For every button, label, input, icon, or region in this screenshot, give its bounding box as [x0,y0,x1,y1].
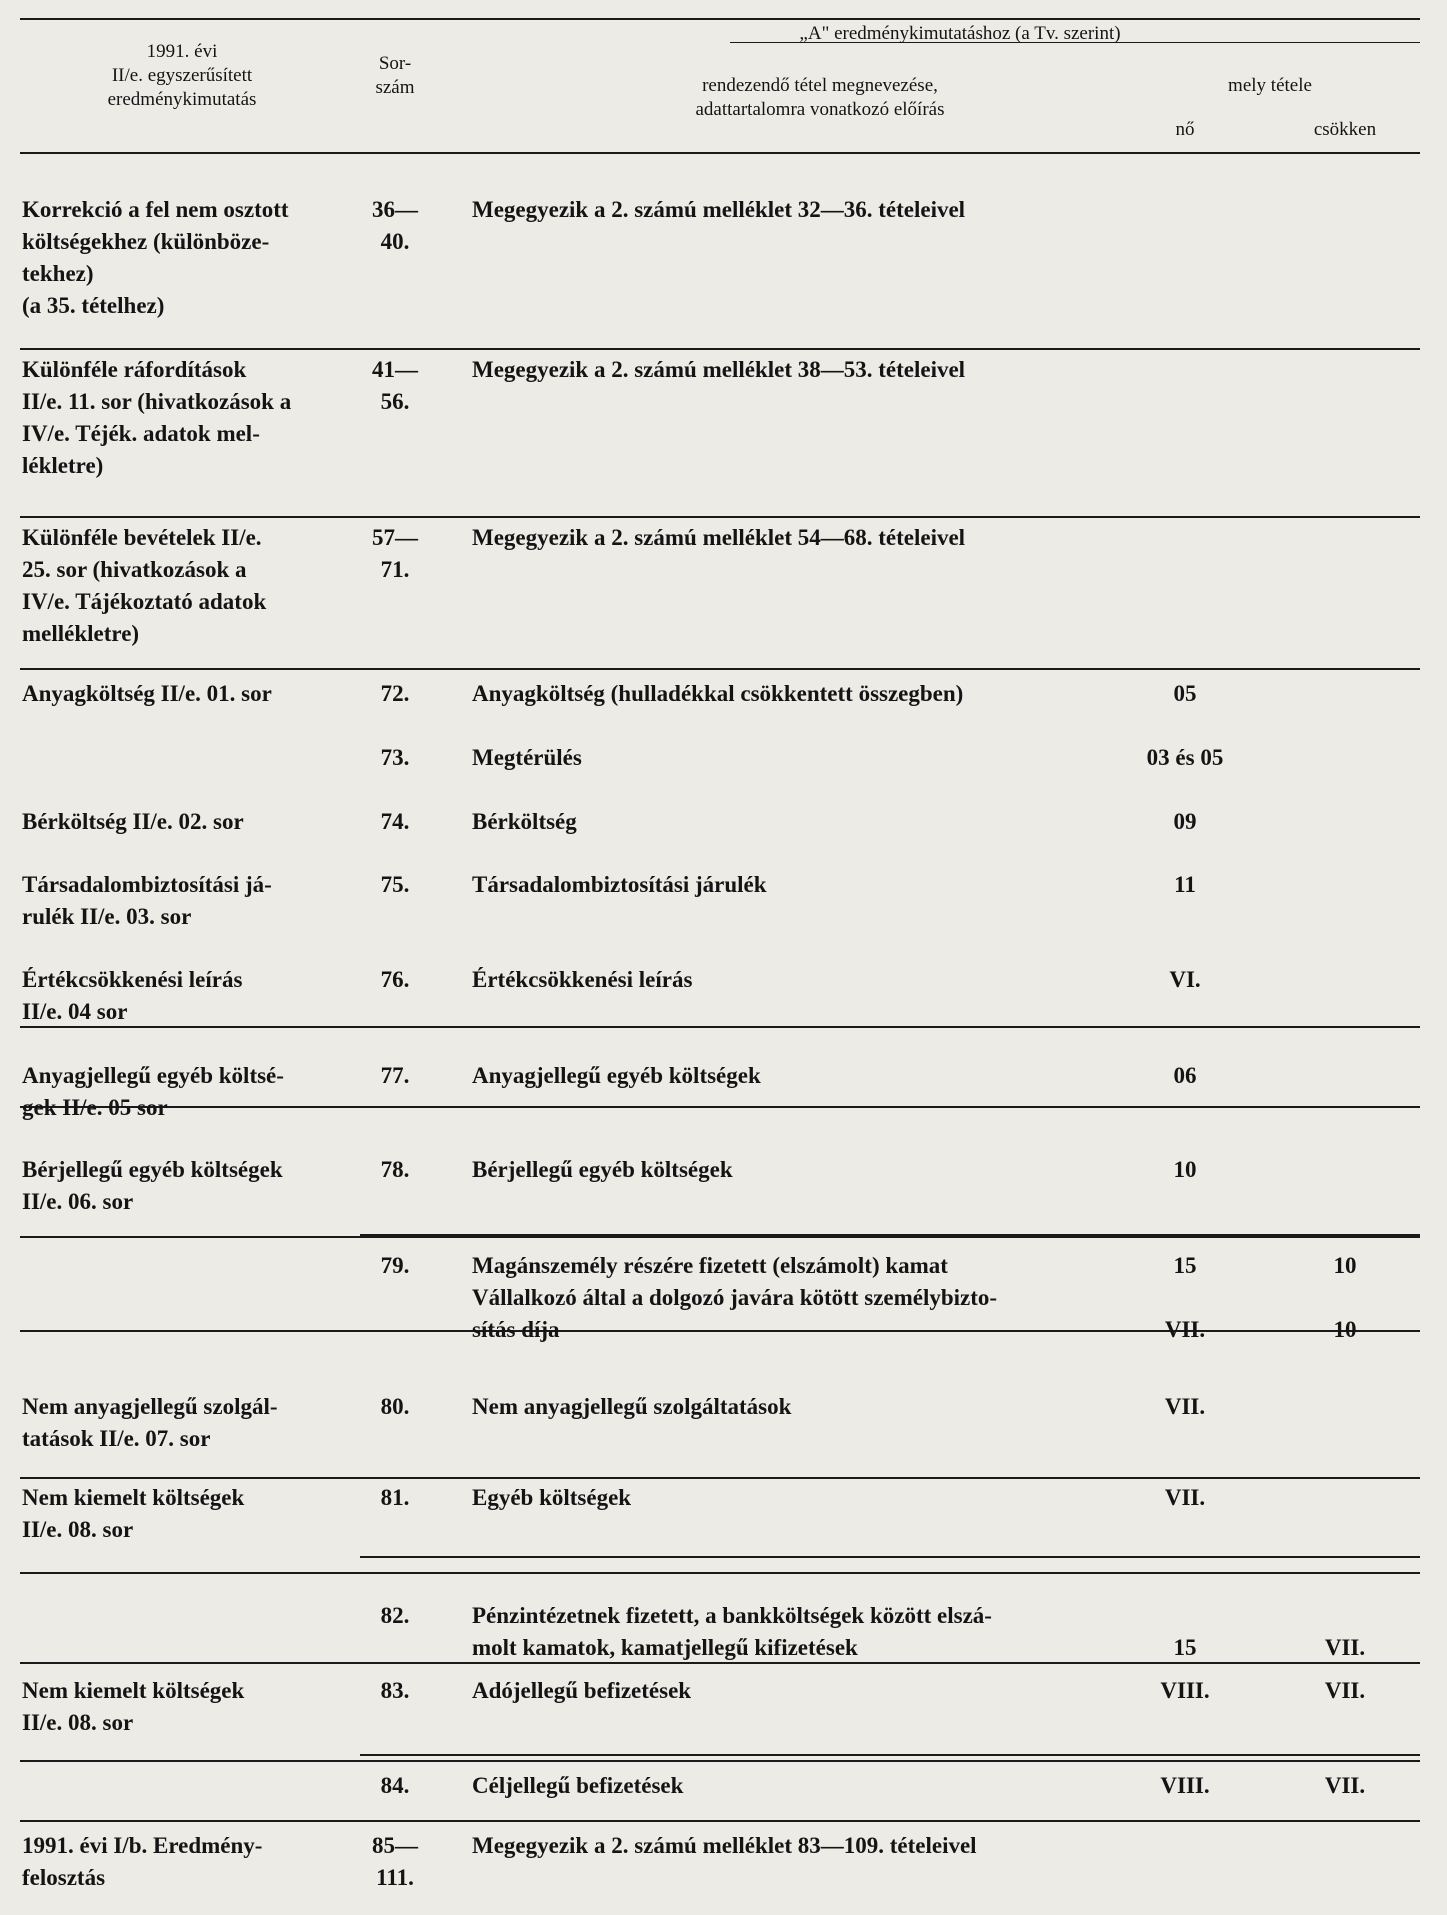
row-no-value [1130,1154,1240,1186]
row-sorszam-line: 111. [376,1865,414,1890]
row-left-label [22,194,342,322]
row-description-line: Pénzintézetnek fizetett, a bankköltségek között elszá- [472,1603,992,1628]
row-left-label [22,964,342,1028]
row-left-label-line: 1991. évi I/b. Eredmény- [22,1833,263,1858]
header-col3-line: rendezendő tétel megnevezése, [702,75,938,96]
row-no-value-line: VII. [1164,1317,1206,1342]
row-left-label [22,1830,342,1894]
row-description-line: Egyéb költségek [472,1485,632,1510]
row-description [472,522,1112,554]
row-sorszam [350,742,440,774]
row-sorszam-line: 82. [380,1603,410,1628]
row-left-label-line: Különféle bevételek II/e. [22,525,262,550]
row-no-value [1130,1770,1240,1802]
row-no-value [1130,678,1240,710]
row-left-label-line: Nem anyagjellegű szolgál- [22,1394,278,1419]
row-description [472,1391,1112,1423]
row-sorszam-line: 40. [380,229,410,254]
header-bottom-rule [20,152,1420,154]
row-description [472,1830,1112,1862]
row-left-label-line: felosztás [22,1865,106,1890]
row-sorszam [350,1391,440,1423]
row-sorszam-line: 79. [380,1253,410,1278]
row-description-line: sítás díja [472,1317,560,1342]
row-separator [20,348,1420,350]
row-separator [20,1820,1420,1822]
row-description-line: Bérköltség [472,809,577,834]
row-sorszam [350,194,440,258]
row-description [472,1482,1112,1514]
row-sorszam-line: 57— [372,525,418,550]
header-col1-line: eredménykimutatás [107,89,257,110]
row-description-line: Társadalombiztosítási járulék [472,872,767,897]
header-col3-sub [560,74,1080,122]
row-left-label-line: tekhez) [22,261,94,286]
row-sorszam [350,869,440,901]
row-no-value-line: 15 [1173,1635,1197,1660]
row-description [472,1060,1112,1092]
row-left-label-line: II/e. 04 sor [22,999,128,1024]
row-no-value [1130,1391,1240,1423]
row-left-label-line: Korrekció a fel nem osztott [22,197,289,222]
row-sorszam [350,1770,440,1802]
row-left-label [22,1675,342,1739]
row-separator [20,1236,1420,1238]
row-sorszam [350,1250,440,1282]
row-description-line: Értékcsökkenési leírás [472,967,693,992]
row-separator-partial [360,1556,1420,1558]
row-sorszam-line: 80. [380,1394,410,1419]
row-no-value-line: 10 [1173,1157,1197,1182]
row-no-value-line: 11 [1174,872,1196,897]
row-description [472,1600,1112,1664]
row-sorszam-line: 36— [372,197,418,222]
row-left-label-line: mellékletre) [22,621,140,646]
row-csokken-value [1290,1250,1400,1346]
row-no-value-line: 09 [1173,809,1197,834]
top-rule [20,18,1420,20]
row-description-line: Anyagjellegű egyéb költségek [472,1063,761,1088]
row-left-label-line: Értékcsökkenési leírás [22,967,243,992]
row-csokken-value-line [1290,1282,1400,1314]
row-left-label-line: gek II/e. 05 sor [22,1095,168,1120]
row-no-value-line: VIII. [1160,1773,1210,1798]
row-description [472,354,1112,386]
row-no-value [1130,964,1240,996]
row-description-line: Megegyezik a 2. számú melléklet 54—68. tételeivel [472,525,966,550]
row-no-value-line: VII. [1164,1394,1206,1419]
row-left-label-line: Nem kiemelt költségek [22,1678,245,1703]
header-col1 [22,40,342,112]
row-left-label-line: Különféle ráfordítások [22,357,247,382]
row-csokken-value-line [1290,1600,1400,1632]
row-sorszam-line: 76. [380,967,410,992]
row-sorszam [350,964,440,996]
row-csokken-value-line: 10 [1333,1253,1357,1278]
header-col3-line: adattartalomra vonatkozó előírás [695,99,945,120]
row-separator-partial [360,1234,1420,1236]
row-csokken-value [1290,1770,1400,1802]
row-csokken-value [1290,1675,1400,1707]
row-left-label [22,354,342,482]
row-sorszam-line: 73. [380,745,410,770]
row-no-value [1130,742,1240,774]
row-description-line: Megegyezik a 2. számú melléklet 38—53. tételeivel [472,357,966,382]
row-no-value [1130,1250,1240,1346]
row-left-label [22,1060,342,1124]
row-sorszam-line: 77. [380,1063,410,1088]
row-description-line: Magánszemély részére fizetett (elszámolt) kamat [472,1253,948,1278]
row-description-line: Vállalkozó által a dolgozó javára kötött személybizto- [472,1285,998,1310]
row-no-value-line: 05 [1173,681,1197,706]
row-left-label [22,869,342,933]
header-col1-line: II/e. egyszerűsített [111,65,253,86]
row-sorszam [350,1830,440,1894]
row-separator [20,1760,1420,1762]
row-description-line: Céljellegű befizetések [472,1773,684,1798]
row-separator [20,516,1420,518]
row-csokken-value-line: VII. [1324,1635,1366,1660]
row-description-line: Bérjellegű egyéb költségek [472,1157,733,1182]
row-sorszam-line: 71. [380,557,410,582]
header-col3-top: „A" eredménykimutatáshoz (a Tv. szerint) [799,23,1121,44]
row-left-label [22,806,342,838]
row-no-value [1130,1675,1240,1707]
row-sorszam [350,1675,440,1707]
row-separator [20,1477,1420,1479]
row-sorszam-line: 74. [380,809,410,834]
row-left-label-line: lékletre) [22,453,104,478]
row-description [472,1154,1112,1186]
row-no-value-line: VIII. [1160,1678,1210,1703]
row-description-line: Megtérülés [472,745,582,770]
row-left-label-line: II/e. 11. sor (hivatkozások a [22,389,292,414]
row-left-label-line: II/e. 08. sor [22,1710,134,1735]
row-csokken-value-line: VII. [1324,1678,1366,1703]
row-left-label-line: Nem kiemelt költségek [22,1485,245,1510]
row-left-label-line: 25. sor (hivatkozások a [22,557,247,582]
row-no-value [1130,1482,1240,1514]
row-left-label [22,1154,342,1218]
row-description [472,678,1112,710]
row-sorszam [350,522,440,586]
header-col4-no: nő [1175,119,1195,140]
row-left-label [22,1482,342,1546]
row-description [472,869,1112,901]
row-sorszam [350,678,440,710]
header-col1-line: 1991. évi [146,41,218,62]
row-left-label-line: költségekhez (különböze- [22,229,270,254]
row-sorszam-line: 85— [372,1833,418,1858]
row-no-value [1130,869,1240,901]
row-no-value-line: 15 [1173,1253,1197,1278]
row-sorszam [350,806,440,838]
row-separator [20,668,1420,670]
row-sorszam [350,1482,440,1514]
row-sorszam-line: 84. [380,1773,410,1798]
row-description [472,194,1112,226]
row-description-line: Anyagköltség (hulladékkal csökkentett összegben) [472,681,964,706]
row-left-label-line: (a 35. tételhez) [22,293,165,318]
row-left-label-line: rulék II/e. 03. sor [22,904,192,929]
row-description-line: Adójellegű befizetések [472,1678,692,1703]
row-no-value-line [1130,1282,1240,1314]
row-left-label-line: II/e. 06. sor [22,1189,134,1214]
row-sorszam [350,1600,440,1632]
header-col2-line: Sor- [378,53,412,74]
header-col2-line: szám [375,77,415,98]
row-description-line: Nem anyagjellegű szolgáltatások [472,1394,792,1419]
row-left-label-line: Anyagjellegű egyéb költsé- [22,1063,284,1088]
row-separator [20,1572,1420,1574]
row-left-label-line: IV/e. Téjék. adatok mel- [22,421,260,446]
row-description [472,1770,1112,1802]
row-description-line: molt kamatok, kamatjellegű kifizetések [472,1635,858,1660]
row-sorszam-line: 81. [380,1485,410,1510]
row-description [472,964,1112,996]
row-sorszam-line: 83. [380,1678,410,1703]
row-no-value [1130,806,1240,838]
row-left-label-line: Bérjellegű egyéb költségek [22,1157,283,1182]
row-left-label-line: Társadalombiztosítási já- [22,872,272,897]
row-no-value-line: 03 és 05 [1146,745,1224,770]
row-sorszam-line: 56. [380,389,410,414]
row-sorszam [350,1060,440,1092]
row-no-value-line: VII. [1164,1485,1206,1510]
row-left-label-line: Anyagköltség II/e. 01. sor [22,681,272,706]
row-sorszam [350,1154,440,1186]
row-no-value-line [1130,1600,1240,1632]
row-left-label-line: Bérköltség II/e. 02. sor [22,809,244,834]
row-no-value-line: 06 [1173,1063,1197,1088]
header-col4-title: mely tétele [1228,75,1312,96]
row-description [472,742,1112,774]
row-separator-partial [360,1754,1420,1756]
row-left-label [22,522,342,650]
row-left-label [22,1391,342,1455]
row-description-line: Megegyezik a 2. számú melléklet 83—109. tételeivel [472,1833,977,1858]
row-csokken-value [1290,1600,1400,1664]
header-col4-cs: csökken [1313,119,1377,140]
row-left-label-line: IV/e. Tájékoztató adatok [22,589,267,614]
row-sorszam [350,354,440,418]
row-no-value-line: VI. [1169,967,1201,992]
row-left-label-line: tatások II/e. 07. sor [22,1426,211,1451]
row-sorszam-line: 41— [372,357,418,382]
row-sorszam-line: 72. [380,681,410,706]
row-description [472,1250,1112,1346]
row-csokken-value-line: VII. [1324,1773,1366,1798]
row-description [472,806,1112,838]
row-left-label [22,678,342,710]
row-csokken-value-line: 10 [1333,1317,1357,1342]
header-col2 [350,52,440,100]
row-sorszam-line: 78. [380,1157,410,1182]
row-description-line: Megegyezik a 2. számú melléklet 32—36. tételeivel [472,197,966,222]
row-description [472,1675,1112,1707]
row-left-label-line: II/e. 08. sor [22,1517,134,1542]
row-no-value [1130,1060,1240,1092]
row-sorszam-line: 75. [380,872,410,897]
row-no-value [1130,1600,1240,1664]
